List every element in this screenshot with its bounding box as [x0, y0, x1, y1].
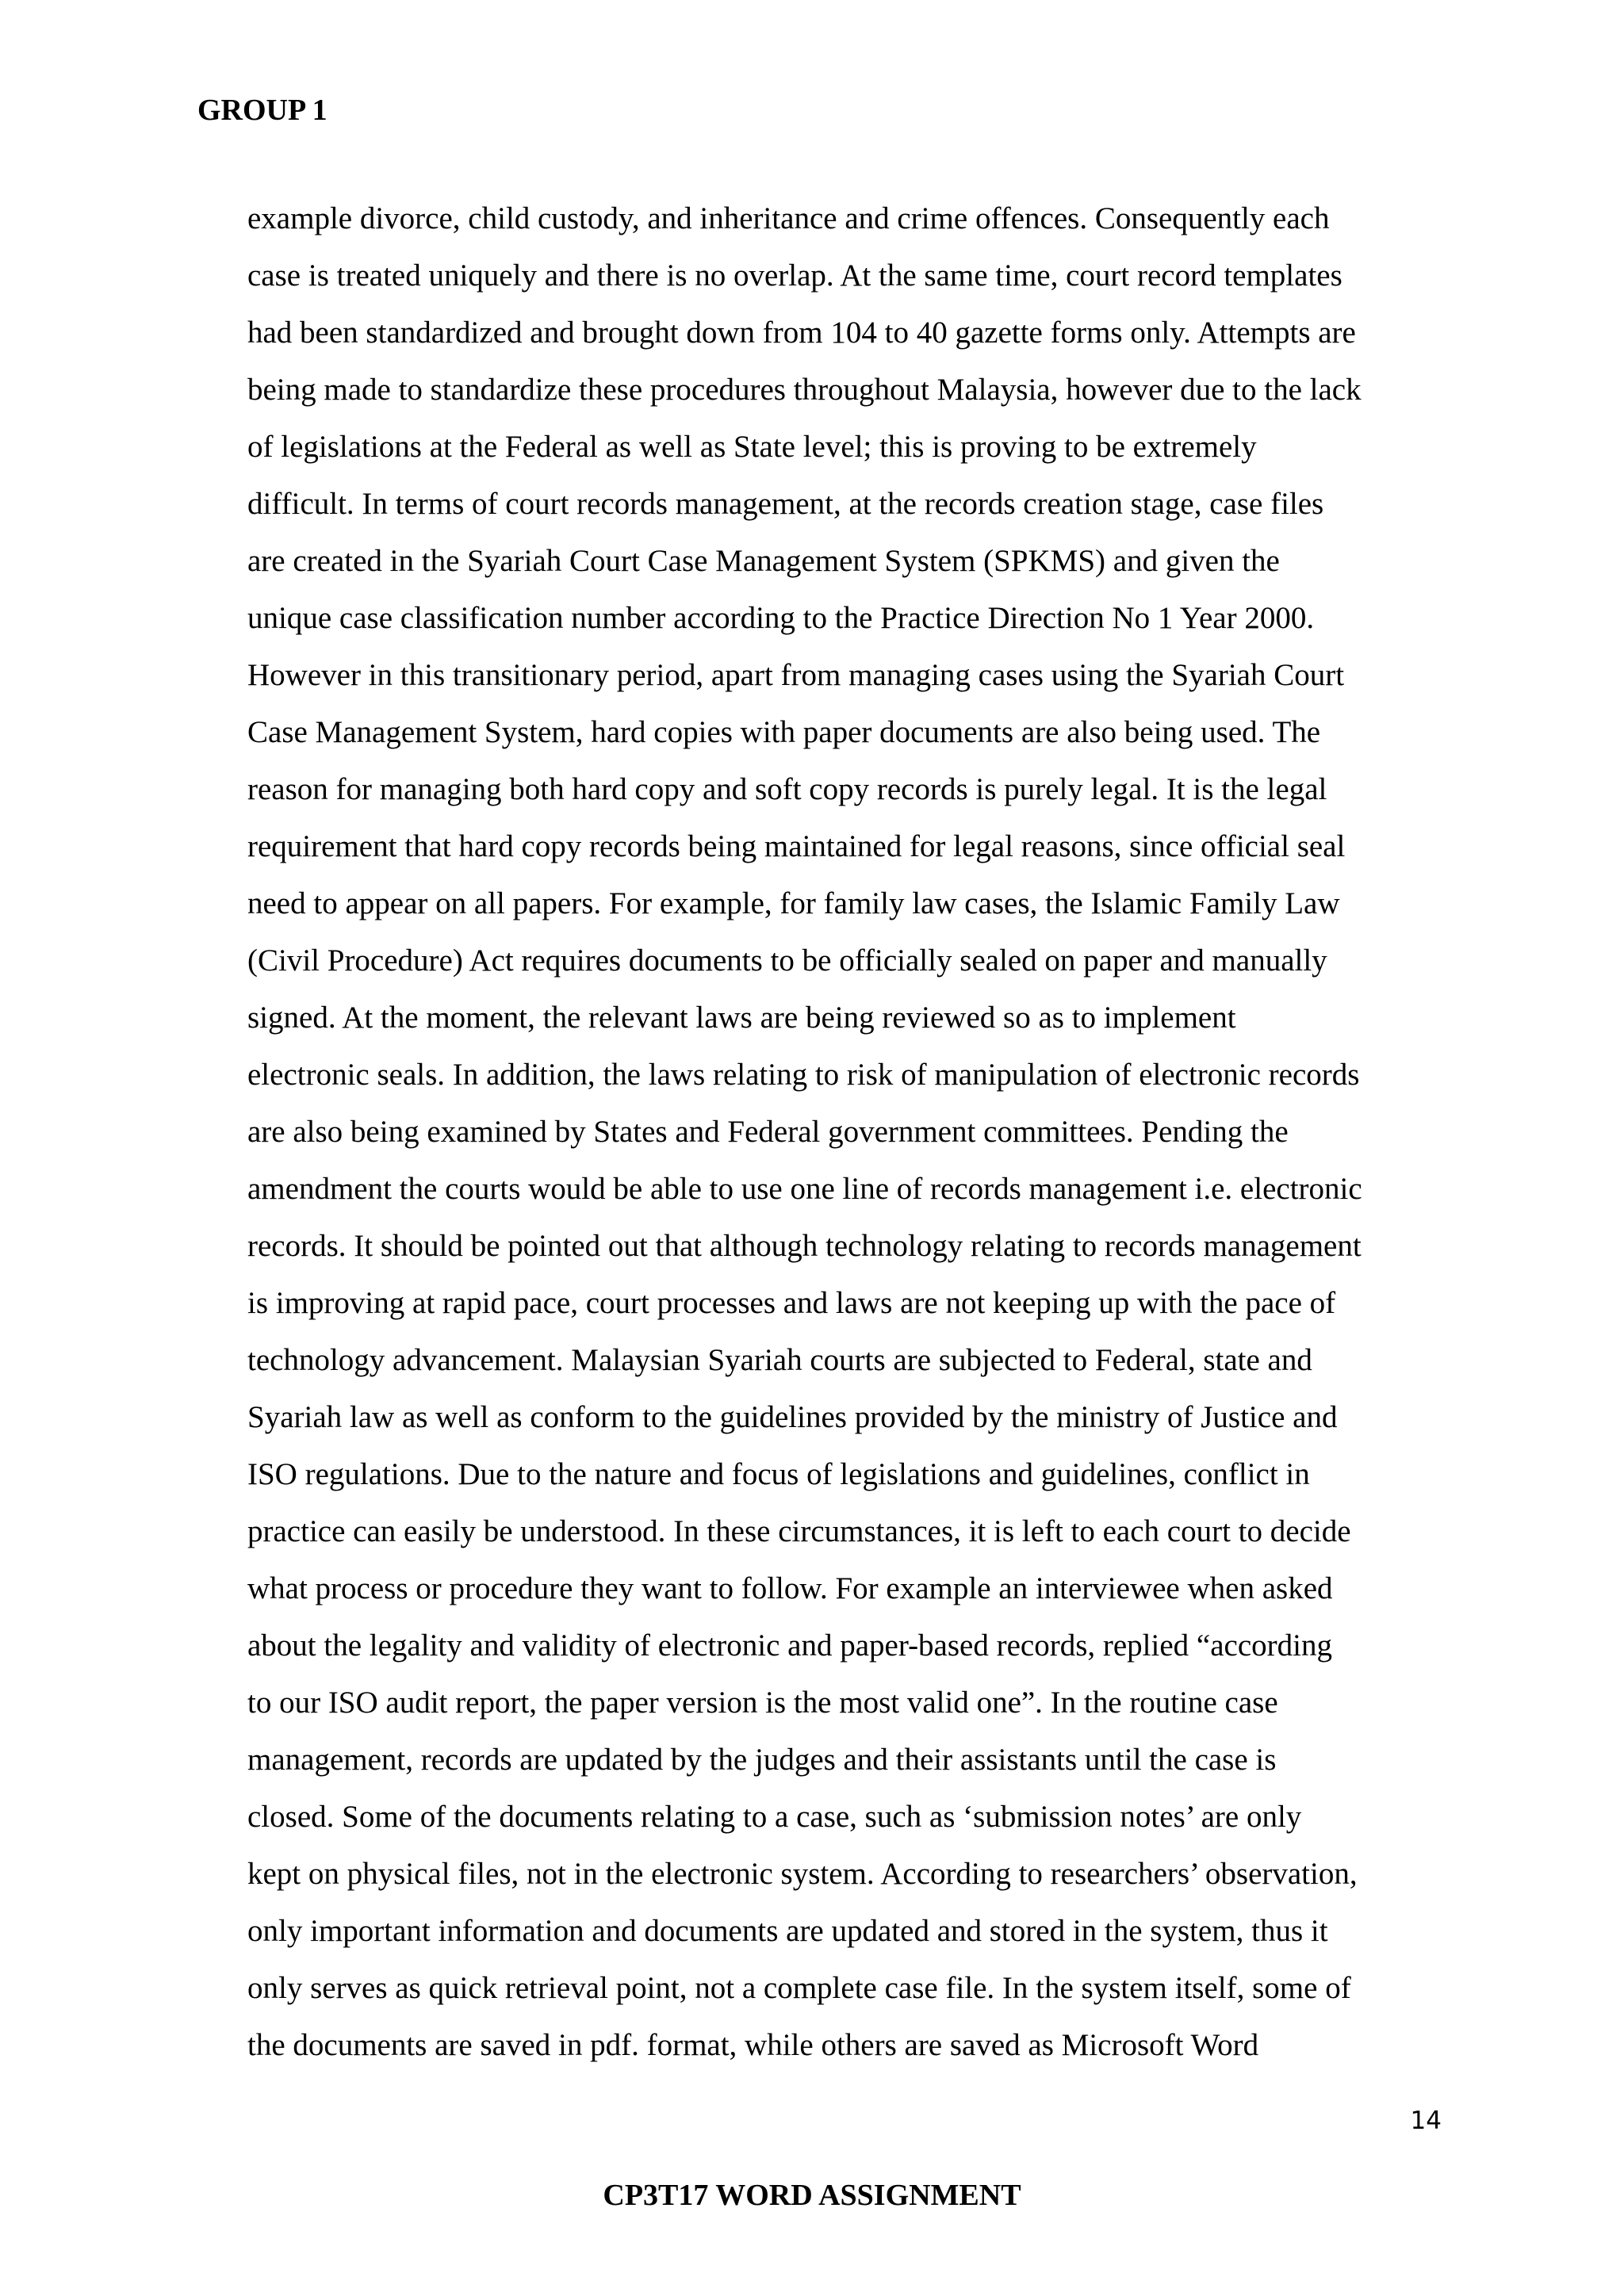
text-line: records. It should be pointed out that although technology relating to records management: [247, 1229, 1362, 1263]
text-line: closed. Some of the documents relating to a case, such as ‘submission notes’ are only: [247, 1800, 1302, 1834]
text-line: need to appear on all papers. For example, for family law cases, the Islamic Family Law: [247, 886, 1340, 920]
text-line: only serves as quick retrieval point, not a complete case file. In the system itself, some of: [247, 1971, 1351, 2005]
text-line: being made to standardize these procedures throughout Malaysia, however due to the lack: [247, 373, 1362, 407]
text-line: the documents are saved in pdf. format, while others are saved as Microsoft Word: [247, 2028, 1259, 2062]
text-line: about the legality and validity of electronic and paper-based records, replied “according: [247, 1628, 1332, 1663]
text-line: signed. At the moment, the relevant laws are being reviewed so as to implement: [247, 1001, 1236, 1035]
text-line: management, records are updated by the judges and their assistants until the case is: [247, 1743, 1277, 1777]
text-line: example divorce, child custody, and inheritance and crime offences. Consequently each: [247, 201, 1330, 235]
text-line: what process or procedure they want to follow. For example an interviewee when asked: [247, 1571, 1333, 1605]
text-line: Case Management System, hard copies with paper documents are also being used. The: [247, 715, 1321, 749]
text-line: had been standardized and brought down from 104 to 40 gazette forms only. Attempts are: [247, 316, 1356, 350]
page-footer: CP3T17 WORD ASSIGNMENT: [603, 2179, 1021, 2212]
text-line: reason for managing both hard copy and soft copy records is purely legal. It is the legal: [247, 772, 1327, 806]
text-line: practice can easily be understood. In these circumstances, it is left to each court to decide: [247, 1514, 1351, 1548]
text-line: amendment the courts would be able to use one line of records management i.e. electronic: [247, 1172, 1362, 1206]
text-line: technology advancement. Malaysian Syariah courts are subjected to Federal, state and: [247, 1343, 1312, 1377]
text-line: requirement that hard copy records being maintained for legal reasons, since official seal: [247, 829, 1346, 863]
text-line: However in this transitionary period, apart from managing cases using the Syariah Court: [247, 658, 1345, 692]
text-line: of legislations at the Federal as well as State level; this is proving to be extremely: [247, 430, 1257, 464]
text-line: are also being examined by States and Federal government committees. Pending the: [247, 1115, 1289, 1149]
page-header: GROUP 1: [197, 94, 327, 127]
text-line: electronic seals. In addition, the laws relating to risk of manipulation of electronic records: [247, 1058, 1360, 1092]
page-number: 14: [1410, 2107, 1442, 2135]
text-line: ISO regulations. Due to the nature and focus of legislations and guidelines, conflict in: [247, 1457, 1310, 1491]
text-line: kept on physical files, not in the electronic system. According to researchers’ observation,: [247, 1857, 1358, 1891]
text-line: (Civil Procedure) Act requires documents to be officially sealed on paper and manually: [247, 943, 1327, 978]
text-line: to our ISO audit report, the paper version is the most valid one”. In the routine case: [247, 1686, 1278, 1720]
body-paragraph: [247, 190, 1437, 2074]
text-line: is improving at rapid pace, court processes and laws are not keeping up with the pace of: [247, 1286, 1336, 1320]
text-line: case is treated uniquely and there is no overlap. At the same time, court record templates: [247, 258, 1342, 293]
text-line: only important information and documents are updated and stored in the system, thus it: [247, 1914, 1328, 1948]
text-line: unique case classification number according to the Practice Direction No 1 Year 2000.: [247, 601, 1315, 635]
text-line: difficult. In terms of court records management, at the records creation stage, case files: [247, 487, 1324, 521]
text-line: are created in the Syariah Court Case Management System (SPKMS) and given the: [247, 544, 1280, 578]
text-line: Syariah law as well as conform to the guidelines provided by the ministry of Justice and: [247, 1400, 1338, 1434]
